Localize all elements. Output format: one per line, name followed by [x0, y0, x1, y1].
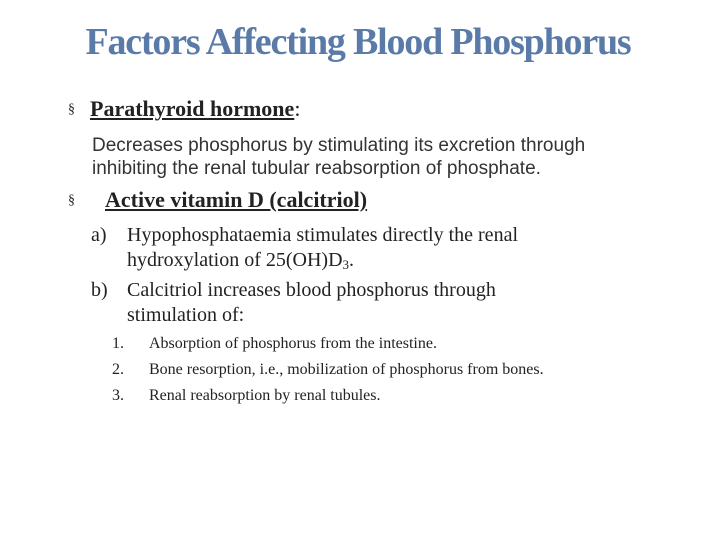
item-a-period: . [349, 249, 355, 271]
numbered-item-2 [112, 357, 544, 383]
bullet-vitamin-d [68, 187, 367, 213]
item-a-line-2-text: hydroxylation of 25(OH)D [127, 249, 343, 271]
item-number: 1. [112, 335, 124, 352]
list-item-b [91, 278, 496, 328]
page-title: Factors Affecting Blood Phosphorus [85, 21, 631, 63]
description-line-1: Decreases phosphorus by stimulating its excretion through [92, 135, 586, 156]
heading-colon: : [294, 96, 301, 121]
item-b-line-2: stimulation of: [127, 304, 245, 326]
item-b-line-1: Calcitriol increases blood phosphorus through [127, 279, 496, 301]
item-letter: b) [91, 279, 108, 301]
item-number: 2. [112, 361, 124, 378]
numbered-item-text: Bone resorption, i.e., mobilization of phosphorus from bones. [149, 361, 544, 378]
bullet-marker-icon: § [68, 193, 75, 208]
numbered-item-text: Absorption of phosphorus from the intestine. [149, 335, 437, 352]
item-number: 3. [112, 387, 124, 404]
subscript-3: 3 [342, 257, 350, 272]
bullet-marker-icon: § [68, 102, 75, 117]
numbered-item-1 [112, 331, 437, 357]
numbered-item-text: Renal reabsorption by renal tubules. [149, 387, 381, 404]
item-letter: a) [91, 224, 107, 246]
item-a-line-2 [91, 248, 518, 277]
bullet-parathyroid [68, 96, 300, 122]
parathyroid-description [92, 134, 585, 180]
description-line-2: inhibiting the renal tubular reabsorption of phosphate. [92, 158, 541, 179]
vitamin-d-heading: Active vitamin D (calcitriol) [105, 187, 368, 212]
numbered-item-3 [112, 383, 381, 409]
parathyroid-heading: Parathyroid hormone [90, 96, 295, 121]
item-a-line-1: Hypophosphataemia stimulates directly the renal [127, 224, 518, 246]
list-item-a [91, 223, 518, 277]
